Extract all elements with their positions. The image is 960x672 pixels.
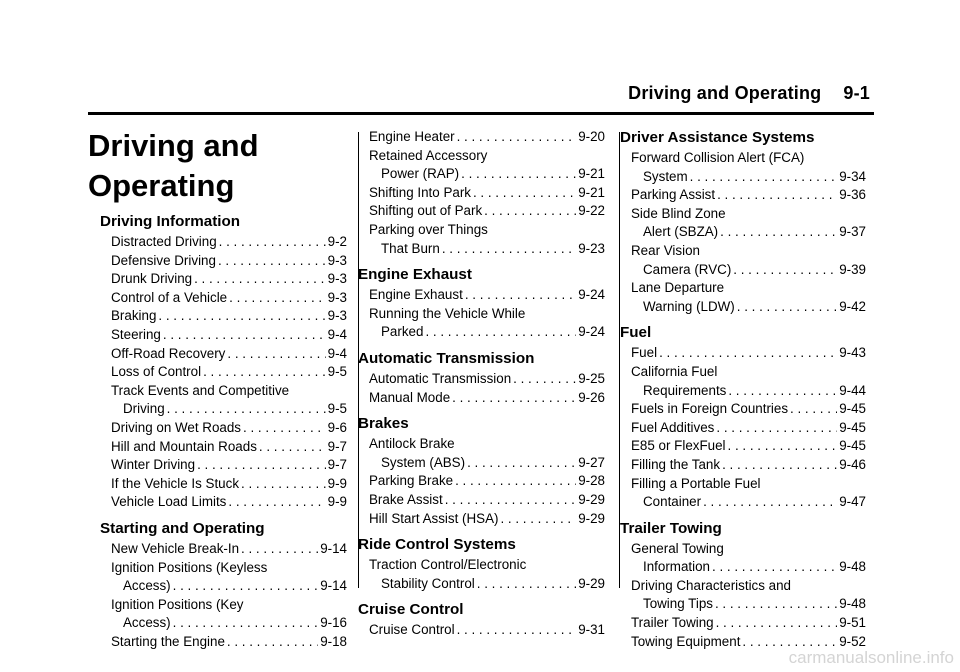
toc-entry[interactable] bbox=[369, 286, 605, 305]
toc-entry[interactable] bbox=[111, 419, 347, 438]
toc-entry[interactable] bbox=[369, 128, 605, 147]
toc-entry-page: 9-25 bbox=[578, 370, 605, 386]
header-rule bbox=[88, 112, 874, 115]
section-heading: Brakes bbox=[358, 415, 409, 433]
toc-entry[interactable] bbox=[111, 252, 347, 271]
toc-entry[interactable] bbox=[631, 363, 866, 400]
toc-entry-label-first-line: Antilock Brake bbox=[369, 436, 455, 452]
toc-entry-page: 9-20 bbox=[578, 129, 605, 144]
toc-entry[interactable] bbox=[631, 205, 866, 242]
running-header bbox=[560, 83, 870, 104]
toc-entry-page: 9-4 bbox=[327, 345, 347, 361]
section-heading: Trailer Towing bbox=[620, 519, 722, 537]
toc-entry[interactable] bbox=[631, 279, 866, 316]
toc-entry[interactable] bbox=[111, 540, 347, 559]
toc-entry-label: Towing Tips bbox=[643, 596, 713, 612]
toc-entry-page: 9-3 bbox=[327, 308, 347, 324]
toc-entry-page: 9-23 bbox=[578, 240, 605, 256]
toc-entry-page: 9-4 bbox=[327, 326, 347, 342]
toc-entry-label: Cruise Control bbox=[369, 622, 455, 638]
toc-entry-page: 9-28 bbox=[578, 473, 605, 489]
toc-entry-label: Steering bbox=[111, 326, 161, 342]
toc-entry-label: Access) bbox=[123, 578, 171, 594]
toc-entry[interactable] bbox=[631, 149, 866, 186]
toc-entry[interactable] bbox=[111, 596, 347, 633]
dot-leader bbox=[219, 233, 326, 252]
dot-leader bbox=[465, 286, 576, 305]
toc-entry[interactable] bbox=[369, 221, 605, 258]
section-heading: Engine Exhaust bbox=[358, 266, 472, 284]
toc-entry-label: Vehicle Load Limits bbox=[111, 494, 227, 510]
toc-entry-label: Loss of Control bbox=[111, 364, 202, 380]
toc-entry-label: Information bbox=[643, 559, 710, 575]
toc-entry-page: 9-46 bbox=[839, 456, 866, 472]
toc-entry-label: Braking bbox=[111, 308, 157, 324]
dot-leader bbox=[703, 493, 837, 512]
toc-entry-label: Hill Start Assist (HSA) bbox=[369, 510, 499, 526]
toc-entry-label-first-line: Ignition Positions (Key bbox=[111, 596, 244, 612]
dot-leader bbox=[457, 128, 577, 147]
toc-entry[interactable] bbox=[631, 475, 866, 512]
toc-entry-page: 9-45 bbox=[839, 438, 866, 454]
toc-entry[interactable] bbox=[111, 456, 347, 475]
toc-entry-label: Driving bbox=[123, 401, 165, 417]
toc-entry-label-first-line: Track Events and Competitive bbox=[111, 382, 290, 398]
toc-entry-page: 9-24 bbox=[578, 324, 605, 340]
section-heading: Ride Control Systems bbox=[358, 536, 516, 554]
dot-leader bbox=[737, 298, 837, 317]
toc-entry-label: Camera (RVC) bbox=[643, 261, 732, 277]
chapter-title: Driving and Operating bbox=[88, 128, 259, 203]
toc-entry-label: Requirements bbox=[643, 382, 727, 398]
toc-entry[interactable] bbox=[369, 389, 605, 408]
toc-entry[interactable] bbox=[369, 184, 605, 203]
toc-entry-page: 9-52 bbox=[839, 633, 866, 649]
toc-entry-label: Driving on Wet Roads bbox=[111, 419, 241, 435]
toc-entry-label: Power (RAP) bbox=[381, 166, 460, 182]
dot-leader bbox=[163, 326, 326, 345]
running-header-page: 9-1 bbox=[843, 83, 870, 103]
toc-entry-page: 9-34 bbox=[839, 168, 866, 184]
toc-entry-label-first-line: Rear Vision bbox=[631, 242, 700, 258]
dot-leader bbox=[728, 437, 838, 456]
toc-entry-page: 9-51 bbox=[839, 615, 866, 631]
toc-entry-page: 9-24 bbox=[578, 287, 605, 303]
toc-entry-page: 9-48 bbox=[839, 596, 866, 612]
toc-entry[interactable] bbox=[631, 614, 866, 633]
dot-leader bbox=[733, 261, 837, 280]
dot-leader bbox=[241, 540, 318, 559]
dot-leader bbox=[513, 370, 576, 389]
toc-entry[interactable] bbox=[111, 438, 347, 457]
toc-entry-label-first-line: Parking over Things bbox=[369, 221, 488, 237]
toc-entry-label-first-line: California Fuel bbox=[631, 363, 718, 379]
toc-entry[interactable] bbox=[369, 472, 605, 491]
toc-entry-label: Trailer Towing bbox=[631, 615, 714, 631]
toc-entry-label: Filling the Tank bbox=[631, 456, 721, 472]
toc-entry-page: 9-14 bbox=[320, 540, 347, 556]
toc-entry-label: Manual Mode bbox=[369, 389, 451, 405]
dot-leader bbox=[445, 491, 577, 510]
toc-entry-label: Warning (LDW) bbox=[643, 298, 735, 314]
dot-leader bbox=[229, 289, 326, 308]
section-heading: Driving Information bbox=[100, 213, 241, 230]
toc-entry[interactable] bbox=[111, 382, 347, 419]
toc-entry-page: 9-5 bbox=[327, 364, 347, 380]
toc-entry-label: Fuel bbox=[631, 345, 658, 361]
toc-entry[interactable] bbox=[111, 345, 347, 364]
dot-leader bbox=[173, 614, 319, 633]
toc-entry-page: 9-2 bbox=[327, 234, 347, 249]
toc-entry-label-first-line: Ignition Positions (Keyless bbox=[111, 559, 268, 575]
toc-entry-page: 9-48 bbox=[839, 559, 866, 575]
dot-leader bbox=[173, 577, 319, 596]
toc-entry[interactable] bbox=[111, 289, 347, 308]
dot-leader bbox=[467, 454, 576, 473]
toc-entry[interactable] bbox=[111, 475, 347, 494]
toc-entry[interactable] bbox=[631, 400, 866, 419]
dot-leader bbox=[461, 165, 576, 184]
toc-entry[interactable] bbox=[369, 435, 605, 472]
toc-entry-label-first-line: Filling a Portable Fuel bbox=[631, 475, 761, 491]
dot-leader bbox=[167, 400, 326, 419]
toc-entry-label: Distracted Driving bbox=[111, 234, 217, 249]
dot-leader bbox=[500, 510, 576, 529]
toc-entry-label: Parked bbox=[381, 324, 424, 340]
dot-leader bbox=[690, 168, 838, 187]
toc-entry[interactable] bbox=[111, 233, 347, 252]
toc-entry-page: 9-21 bbox=[578, 166, 605, 182]
toc-entry[interactable] bbox=[111, 559, 347, 596]
toc-entry-label: Fuel Additives bbox=[631, 419, 715, 435]
toc-entry[interactable] bbox=[631, 344, 866, 363]
toc-entry-label: Control of a Vehicle bbox=[111, 289, 228, 305]
toc-entry-page: 9-9 bbox=[327, 494, 347, 510]
dot-leader bbox=[715, 595, 837, 614]
toc-entry-label-first-line: Retained Accessory bbox=[369, 147, 488, 163]
dot-leader bbox=[227, 345, 325, 364]
toc-entry-label: Fuels in Foreign Countries bbox=[631, 401, 789, 417]
toc-entry[interactable] bbox=[111, 326, 347, 345]
toc-entry-label: Parking Assist bbox=[631, 187, 716, 203]
dot-leader bbox=[442, 240, 576, 259]
dot-leader bbox=[227, 633, 318, 652]
dot-leader bbox=[241, 475, 326, 494]
dot-leader bbox=[203, 363, 326, 382]
toc-entry-label: System (ABS) bbox=[381, 454, 466, 470]
watermark: carmanualsonline.info bbox=[788, 648, 954, 667]
toc-entry-page: 9-29 bbox=[578, 575, 605, 591]
dot-leader bbox=[722, 456, 837, 475]
dot-leader bbox=[717, 186, 837, 205]
dot-leader bbox=[712, 558, 837, 577]
toc-entry[interactable] bbox=[111, 493, 347, 512]
toc-entry-label: Alert (SBZA) bbox=[643, 224, 719, 240]
dot-leader bbox=[259, 438, 326, 457]
toc-column-3 bbox=[620, 128, 866, 651]
toc-entry-label: System bbox=[643, 168, 688, 184]
dot-leader bbox=[473, 184, 576, 203]
toc-entry-label-first-line: Lane Departure bbox=[631, 280, 725, 296]
toc-entry-label: Stability Control bbox=[381, 575, 475, 591]
toc-entry-label: Brake Assist bbox=[369, 491, 443, 507]
toc-entry-page: 9-27 bbox=[578, 454, 605, 470]
dot-leader bbox=[218, 252, 326, 271]
toc-entry[interactable] bbox=[111, 270, 347, 289]
toc-entry-label: Towing Equipment bbox=[631, 633, 741, 649]
dot-leader bbox=[243, 419, 326, 438]
dot-leader bbox=[228, 493, 325, 512]
toc-entry[interactable] bbox=[111, 307, 347, 326]
dot-leader bbox=[158, 307, 325, 326]
toc-entry-label: Winter Driving bbox=[111, 457, 196, 473]
toc-entry-page: 9-18 bbox=[320, 633, 347, 649]
toc-entry-page: 9-7 bbox=[327, 457, 347, 473]
toc-entry-label: If the Vehicle Is Stuck bbox=[111, 475, 240, 491]
toc-entry[interactable] bbox=[111, 363, 347, 382]
section-heading: Driver Assistance Systems bbox=[620, 129, 815, 146]
toc-entry-page: 9-37 bbox=[839, 224, 866, 240]
toc-entry[interactable] bbox=[369, 621, 605, 640]
dot-leader bbox=[457, 621, 577, 640]
dot-leader bbox=[716, 614, 838, 633]
toc-entry-page: 9-3 bbox=[327, 252, 347, 268]
toc-entry-label: Access) bbox=[123, 615, 171, 631]
toc-entry-label: That Burn bbox=[381, 240, 440, 256]
toc-entry-label: Hill and Mountain Roads bbox=[111, 438, 257, 454]
section-heading: Automatic Transmission bbox=[358, 349, 535, 367]
toc-entry-page: 9-29 bbox=[578, 491, 605, 507]
toc-entry-page: 9-6 bbox=[327, 419, 347, 435]
toc-entry[interactable] bbox=[631, 419, 866, 438]
toc-entry-label: Shifting out of Park bbox=[369, 203, 483, 219]
toc-entry[interactable] bbox=[369, 556, 605, 593]
dot-leader bbox=[194, 270, 326, 289]
dot-leader bbox=[659, 344, 837, 363]
toc-entry-label-first-line: Side Blind Zone bbox=[631, 205, 726, 221]
toc-entry-label: New Vehicle Break-In bbox=[111, 540, 240, 556]
toc-entry-page: 9-42 bbox=[839, 298, 866, 314]
toc-entry[interactable] bbox=[631, 540, 866, 577]
running-header-title: Driving and Operating bbox=[628, 83, 822, 103]
toc-entry-label: Parking Brake bbox=[369, 473, 454, 489]
toc-entry-label-first-line: Driving Characteristics and bbox=[631, 577, 792, 593]
toc-entry-page: 9-26 bbox=[578, 389, 605, 405]
toc-entry-label: Starting the Engine bbox=[111, 633, 225, 649]
toc-entry-page: 9-16 bbox=[320, 615, 347, 631]
toc-entry[interactable] bbox=[369, 370, 605, 389]
toc-entry-page: 9-9 bbox=[327, 475, 347, 491]
dot-leader bbox=[790, 400, 837, 419]
toc-entry[interactable] bbox=[111, 633, 347, 652]
toc-entry[interactable] bbox=[631, 437, 866, 456]
toc-entry-page: 9-3 bbox=[327, 271, 347, 287]
dot-leader bbox=[720, 223, 837, 242]
toc-entry-page: 9-29 bbox=[578, 510, 605, 526]
toc-entry[interactable] bbox=[631, 577, 866, 614]
toc-entry-label: Container bbox=[643, 494, 702, 510]
toc-entry[interactable] bbox=[631, 456, 866, 475]
toc-entry-label: Engine Exhaust bbox=[369, 287, 463, 303]
dot-leader bbox=[484, 202, 576, 221]
toc-entry[interactable] bbox=[369, 510, 605, 529]
section-heading: Starting and Operating bbox=[100, 519, 265, 537]
toc-entry-page: 9-22 bbox=[578, 203, 605, 219]
section-heading: Fuel bbox=[620, 324, 652, 342]
toc-entry-label: Automatic Transmission bbox=[369, 370, 512, 386]
toc-entry[interactable] bbox=[369, 202, 605, 221]
toc-entry-page: 9-3 bbox=[327, 289, 347, 305]
toc-entry-page: 9-43 bbox=[839, 345, 866, 361]
dot-leader bbox=[455, 472, 576, 491]
toc-entry-page: 9-14 bbox=[320, 578, 347, 594]
toc-entry-label: Off-Road Recovery bbox=[111, 345, 226, 361]
toc-entry-label: Shifting Into Park bbox=[369, 184, 471, 200]
toc-entry-label: Defensive Driving bbox=[111, 252, 216, 268]
toc-entry-page: 9-47 bbox=[839, 494, 866, 510]
toc-column-1 bbox=[100, 212, 347, 651]
toc-entry-page: 9-45 bbox=[839, 419, 866, 435]
toc-entry-page: 9-44 bbox=[839, 382, 866, 398]
toc-entry-page: 9-21 bbox=[578, 184, 605, 200]
toc-entry-label-first-line: Forward Collision Alert (FCA) bbox=[631, 150, 805, 165]
toc-entry[interactable] bbox=[369, 491, 605, 510]
toc-entry[interactable] bbox=[631, 186, 866, 205]
dot-leader bbox=[197, 456, 326, 475]
toc-entry-label: E85 or FlexFuel bbox=[631, 438, 726, 454]
toc-entry-page: 9-39 bbox=[839, 261, 866, 277]
toc-entry-label-first-line: General Towing bbox=[631, 540, 724, 556]
toc-column-2 bbox=[358, 128, 605, 640]
toc-entry-page: 9-7 bbox=[327, 438, 347, 454]
dot-leader bbox=[728, 382, 837, 401]
dot-leader bbox=[716, 419, 837, 438]
section-heading: Cruise Control bbox=[358, 601, 464, 619]
dot-leader bbox=[452, 389, 576, 408]
toc-entry[interactable] bbox=[631, 242, 866, 279]
toc-entry-label: Drunk Driving bbox=[111, 271, 193, 287]
toc-entry[interactable] bbox=[369, 305, 605, 342]
dot-leader bbox=[425, 323, 576, 342]
toc-entry-page: 9-31 bbox=[578, 622, 605, 638]
toc-entry-page: 9-45 bbox=[839, 401, 866, 417]
toc-entry-label-first-line: Traction Control/Electronic bbox=[369, 557, 527, 573]
toc-entry-page: 9-5 bbox=[327, 401, 347, 417]
toc-entry-page: 9-36 bbox=[839, 187, 866, 203]
toc-entry-label: Engine Heater bbox=[369, 129, 455, 144]
toc-entry[interactable] bbox=[369, 147, 605, 184]
dot-leader bbox=[477, 575, 576, 594]
toc-entry-label-first-line: Running the Vehicle While bbox=[369, 305, 526, 321]
